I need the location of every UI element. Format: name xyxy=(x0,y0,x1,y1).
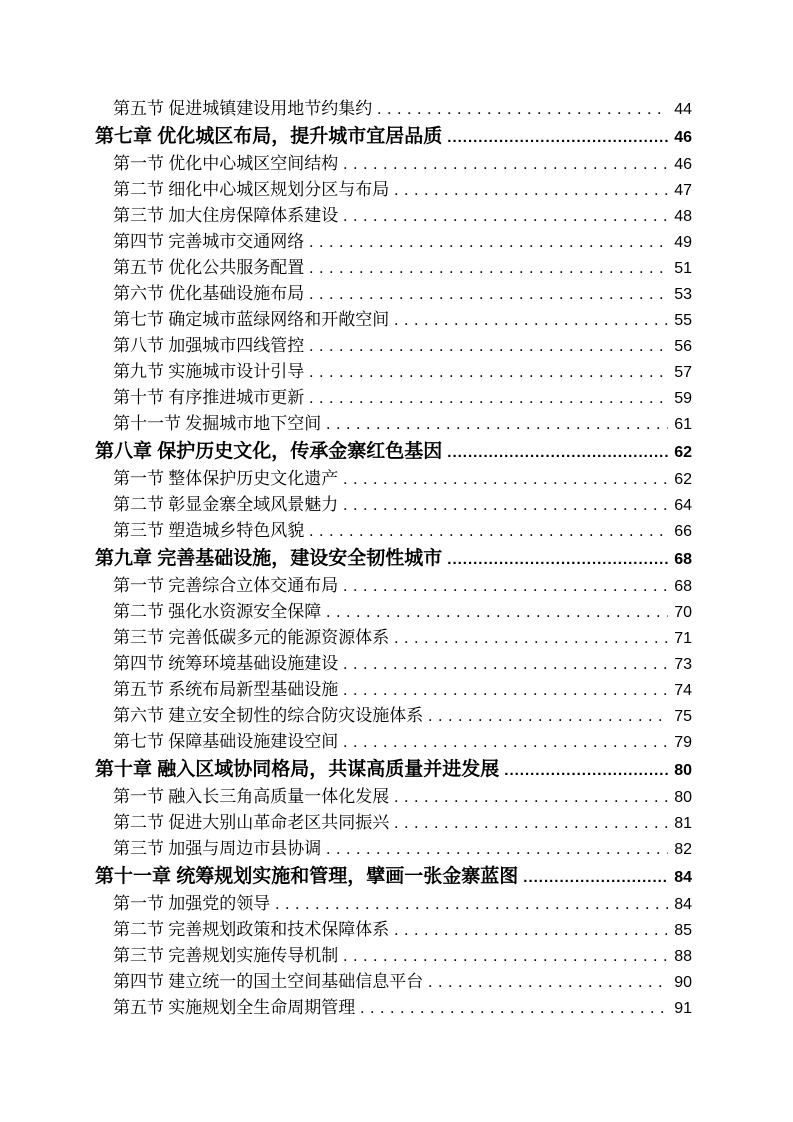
toc-entry-section[interactable] xyxy=(95,891,692,917)
toc-entry-page: 75 xyxy=(674,708,692,725)
toc-entry-label: 第十章 融入区域协同格局，共谋高质量并进发展 xyxy=(95,759,500,780)
toc-entry-section[interactable] xyxy=(95,96,692,122)
toc-entry-section[interactable] xyxy=(95,995,692,1021)
toc-dot-leader xyxy=(338,203,668,229)
toc-entry-page: 82 xyxy=(674,841,692,858)
toc-entry-section[interactable] xyxy=(95,151,692,177)
toc-dot-leader xyxy=(442,437,668,466)
toc-entry-label: 第十一章 统筹规划实施和管理，擘画一张金寨蓝图 xyxy=(95,866,519,887)
toc-entry-section[interactable] xyxy=(95,810,692,836)
toc-entry-section[interactable] xyxy=(95,307,692,333)
toc-entry-page: 49 xyxy=(674,234,692,251)
toc-entry-label: 第三节 加强与周边市县协调 xyxy=(113,839,322,858)
toc-entry-label: 第五节 优化公共服务配置 xyxy=(113,258,305,277)
toc-entry-page: 62 xyxy=(674,444,692,461)
toc-entry-section[interactable] xyxy=(95,385,692,411)
toc-entry-label: 第九章 完善基础设施，建设安全韧性城市 xyxy=(95,548,443,569)
toc-entry-section[interactable] xyxy=(95,625,692,651)
toc-entry-section[interactable] xyxy=(95,573,692,599)
toc-entry-label: 第七章 优化城区布局，提升城市宜居品质 xyxy=(95,126,443,147)
toc-dot-leader xyxy=(338,492,668,518)
toc-dot-leader xyxy=(338,466,668,492)
toc-entry-section[interactable] xyxy=(95,466,692,492)
toc-entry-section[interactable] xyxy=(95,969,692,995)
toc-entry-section[interactable] xyxy=(95,359,692,385)
toc-entry-page: 53 xyxy=(674,286,692,303)
toc-entry-page: 68 xyxy=(674,578,692,595)
toc-entry-label: 第二节 完善规划政策和技术保障体系 xyxy=(113,920,390,939)
toc-entry-label: 第六节 建立安全韧性的综合防灾设施体系 xyxy=(113,706,424,725)
toc-entry-page: 73 xyxy=(674,656,692,673)
toc-entry-section[interactable] xyxy=(95,411,692,437)
toc-entry-section[interactable] xyxy=(95,492,692,518)
toc-dot-leader xyxy=(389,307,668,333)
toc-entry-page: 80 xyxy=(674,762,692,779)
toc-entry-page: 46 xyxy=(674,129,692,146)
toc-dot-leader xyxy=(321,411,668,437)
toc-dot-leader xyxy=(270,891,668,917)
toc-dot-leader xyxy=(442,544,668,573)
toc-dot-leader xyxy=(338,651,668,677)
toc-entry-label: 第一节 优化中心城区空间结构 xyxy=(113,154,339,173)
toc-entry-label: 第五节 系统布局新型基础设施 xyxy=(113,680,339,699)
toc-entry-label: 第二节 促进大别山革命老区共同振兴 xyxy=(113,813,390,832)
toc-entry-label: 第五节 实施规划全生命周期管理 xyxy=(113,998,356,1017)
toc-entry-label: 第四节 统筹环境基础设施建设 xyxy=(113,654,339,673)
toc-dot-leader xyxy=(389,784,668,810)
toc-entry-section[interactable] xyxy=(95,203,692,229)
toc-entry-section[interactable] xyxy=(95,651,692,677)
toc-entry-page: 55 xyxy=(674,312,692,329)
toc-entry-chapter[interactable] xyxy=(95,544,692,573)
toc-entry-page: 47 xyxy=(674,182,692,199)
toc-dot-leader xyxy=(338,677,668,703)
toc-entry-label: 第三节 塑造城乡特色风貌 xyxy=(113,521,305,540)
toc-entry-chapter[interactable] xyxy=(95,755,692,784)
toc-entry-label: 第二节 细化中心城区规划分区与布局 xyxy=(113,180,390,199)
toc-entry-page: 70 xyxy=(674,604,692,621)
toc-dot-leader xyxy=(304,281,668,307)
toc-dot-leader xyxy=(338,729,668,755)
toc-dot-leader xyxy=(499,755,668,784)
toc-dot-leader xyxy=(338,943,668,969)
toc-entry-section[interactable] xyxy=(95,677,692,703)
toc-dot-leader xyxy=(372,96,668,122)
toc-entry-label: 第十节 有序推进城市更新 xyxy=(113,388,305,407)
toc-dot-leader xyxy=(304,518,668,544)
toc-entry-page: 44 xyxy=(674,101,692,118)
toc-entry-label: 第二节 彰显金寨全域风景魅力 xyxy=(113,495,339,514)
toc-entry-chapter[interactable] xyxy=(95,437,692,466)
toc-dot-leader xyxy=(304,255,668,281)
toc-entry-page: 46 xyxy=(674,156,692,173)
toc-entry-page: 85 xyxy=(674,922,692,939)
toc-dot-leader xyxy=(304,385,668,411)
toc-entry-chapter[interactable] xyxy=(95,122,692,151)
toc-entry-section[interactable] xyxy=(95,518,692,544)
toc-entry-label: 第八节 加强城市四线管控 xyxy=(113,336,305,355)
toc-dot-leader xyxy=(442,122,668,151)
toc-entry-page: 57 xyxy=(674,364,692,381)
toc-entry-chapter[interactable] xyxy=(95,862,692,891)
toc-dot-leader xyxy=(518,862,668,891)
toc-entry-label: 第一节 完善综合立体交通布局 xyxy=(113,576,339,595)
toc-dot-leader xyxy=(338,573,668,599)
toc-entry-label: 第三节 加大住房保障体系建设 xyxy=(113,206,339,225)
toc-entry-page: 74 xyxy=(674,682,692,699)
toc-dot-leader xyxy=(304,359,668,385)
toc-entry-label: 第一节 加强党的领导 xyxy=(113,894,271,913)
toc-entry-page: 79 xyxy=(674,734,692,751)
toc-entry-section[interactable] xyxy=(95,943,692,969)
toc-entry-label: 第九节 实施城市设计引导 xyxy=(113,362,305,381)
toc-entry-section[interactable] xyxy=(95,729,692,755)
toc-entry-page: 90 xyxy=(674,974,692,991)
toc-dot-leader xyxy=(389,625,668,651)
toc-entry-label: 第二节 强化水资源安全保障 xyxy=(113,602,322,621)
toc-entry-page: 68 xyxy=(674,551,692,568)
toc-entry-page: 62 xyxy=(674,471,692,488)
toc-entry-label: 第四节 完善城市交通网络 xyxy=(113,232,305,251)
toc-dot-leader xyxy=(338,151,668,177)
toc-entry-label: 第五节 促进城镇建设用地节约集约 xyxy=(113,99,373,118)
toc-list xyxy=(95,96,692,1021)
toc-entry-page: 66 xyxy=(674,523,692,540)
toc-entry-label: 第一节 整体保护历史文化遗产 xyxy=(113,469,339,488)
toc-entry-label: 第八章 保护历史文化，传承金寨红色基因 xyxy=(95,441,443,462)
toc-entry-page: 91 xyxy=(674,1000,692,1017)
toc-dot-leader xyxy=(321,599,668,625)
toc-entry-page: 56 xyxy=(674,338,692,355)
toc-entry-page: 61 xyxy=(674,416,692,433)
toc-dot-leader xyxy=(423,703,668,729)
toc-entry-page: 51 xyxy=(674,260,692,277)
toc-entry-label: 第七节 保障基础设施建设空间 xyxy=(113,732,339,751)
toc-entry-section[interactable] xyxy=(95,255,692,281)
toc-entry-page: 71 xyxy=(674,630,692,647)
toc-entry-page: 81 xyxy=(674,815,692,832)
toc-dot-leader xyxy=(423,969,668,995)
toc-dot-leader xyxy=(321,836,668,862)
toc-entry-section[interactable] xyxy=(95,917,692,943)
toc-entry-page: 84 xyxy=(674,896,692,913)
toc-entry-section[interactable] xyxy=(95,229,692,255)
toc-entry-page: 48 xyxy=(674,208,692,225)
toc-dot-leader xyxy=(389,177,668,203)
toc-dot-leader xyxy=(304,229,668,255)
toc-entry-label: 第一节 融入长三角高质量一体化发展 xyxy=(113,787,390,806)
toc-entry-section[interactable] xyxy=(95,333,692,359)
toc-entry-label: 第六节 优化基础设施布局 xyxy=(113,284,305,303)
toc-entry-section[interactable] xyxy=(95,703,692,729)
toc-entry-label: 第三节 完善规划实施传导机制 xyxy=(113,946,339,965)
toc-dot-leader xyxy=(304,333,668,359)
toc-entry-section[interactable] xyxy=(95,281,692,307)
toc-entry-section[interactable] xyxy=(95,177,692,203)
toc-entry-label: 第十一节 发掘城市地下空间 xyxy=(113,414,322,433)
toc-entry-section[interactable] xyxy=(95,836,692,862)
toc-entry-page: 80 xyxy=(674,789,692,806)
toc-entry-section[interactable] xyxy=(95,784,692,810)
toc-entry-page: 88 xyxy=(674,948,692,965)
toc-entry-label: 第七节 确定城市蓝绿网络和开敞空间 xyxy=(113,310,390,329)
toc-entry-section[interactable] xyxy=(95,599,692,625)
toc-entry-label: 第四节 建立统一的国土空间基础信息平台 xyxy=(113,972,424,991)
toc-dot-leader xyxy=(389,810,668,836)
toc-entry-label: 第三节 完善低碳多元的能源资源体系 xyxy=(113,628,390,647)
toc-entry-page: 84 xyxy=(674,869,692,886)
toc-entry-page: 59 xyxy=(674,390,692,407)
toc-dot-leader xyxy=(355,995,668,1021)
toc-entry-page: 64 xyxy=(674,497,692,514)
toc-dot-leader xyxy=(389,917,668,943)
